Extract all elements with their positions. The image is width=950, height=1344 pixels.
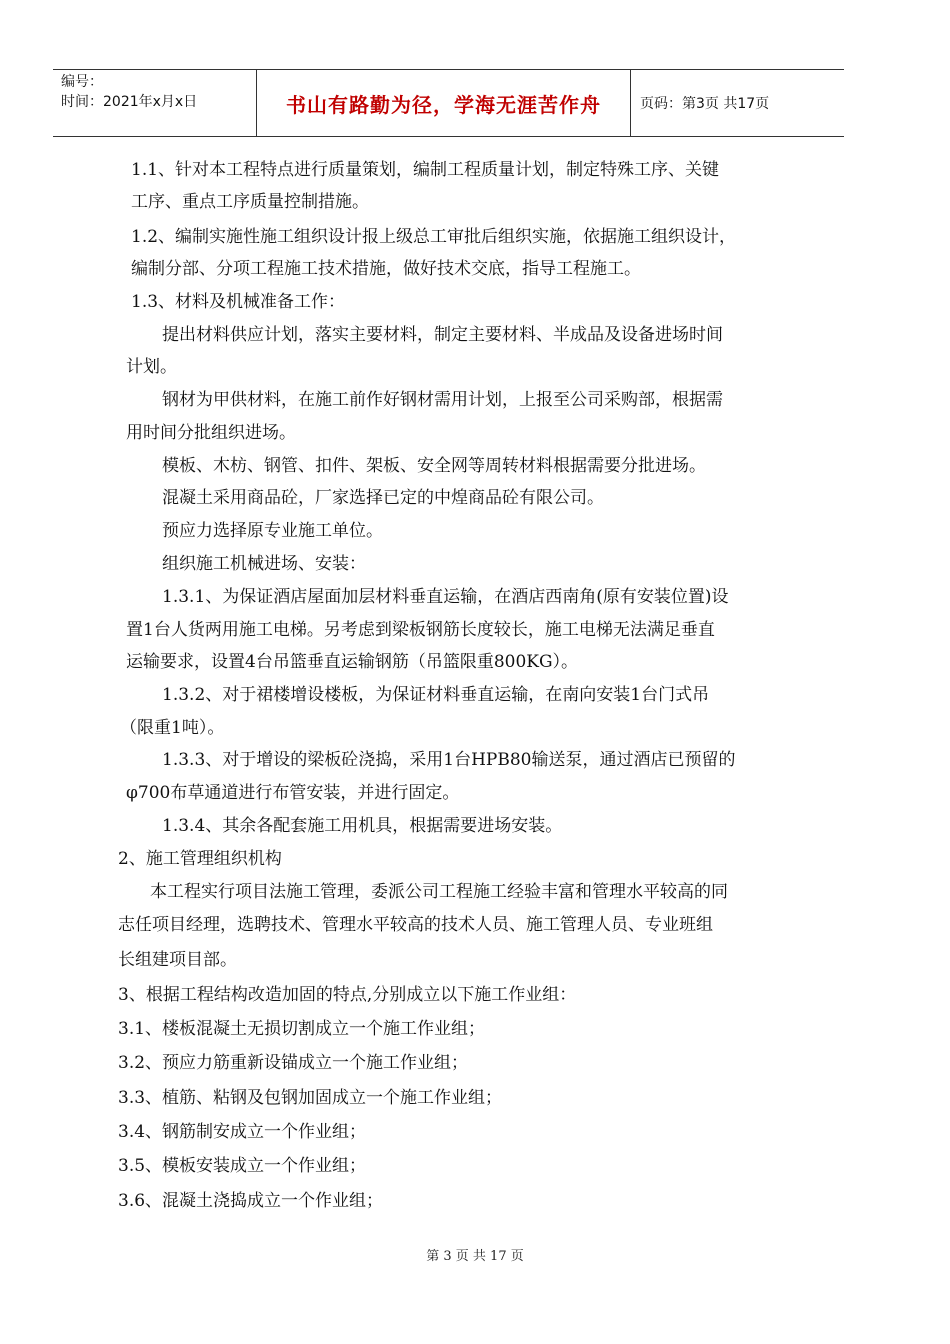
header-page-info: 页码：第3页 共17页 (640, 96, 770, 112)
body-line: φ700布草通道进行布管安装，并进行固定。 (126, 783, 460, 803)
body-line: 运输要求，设置4台吊篮垂直运输钢筋（吊篮限重800KG）。 (126, 652, 579, 672)
section-heading: 2、施工管理组织机构 (118, 849, 282, 869)
body-line: 提出材料供应计划，落实主要材料，制定主要材料、半成品及设备进场时间 (162, 325, 723, 345)
body-line: 钢材为甲供材料，在施工前作好钢材需用计划，上报至公司采购部，根据需 (162, 390, 723, 410)
body-line: 1.3.1、为保证酒店屋面加层材料垂直运输，在酒店西南角(原有安装位置)设 (162, 587, 729, 607)
document-date-label: 时间：2021年x月x日 (61, 94, 198, 110)
list-item: 3.2、预应力筋重新设锚成立一个施工作业组； (118, 1053, 469, 1073)
body-line: 预应力选择原专业施工单位。 (162, 521, 383, 541)
page-header (53, 69, 844, 137)
footer-page-number: 第 3 页 共 17 页 (426, 1249, 524, 1264)
body-line: 用时间分批组织进场。 (126, 423, 296, 443)
body-line: 1.2、编制实施性施工组织设计报上级总工审批后组织实施，依据施工组织设计， (131, 227, 737, 247)
header-slogan: 书山有路勤为径，学海无涯苦作舟 (286, 92, 601, 117)
body-line: 工序、重点工序质量控制措施。 (131, 192, 369, 212)
body-line: 混凝土采用商品砼，厂家选择已定的中煌商品砼有限公司。 (162, 488, 604, 508)
body-line: 1.3、材料及机械准备工作： (131, 292, 346, 312)
body-line: 计划。 (126, 357, 177, 377)
body-line: 长组建项目部。 (118, 950, 237, 970)
body-line: 1.3.2、对于裙楼增设楼板，为保证材料垂直运输，在南向安装1台门式吊 (162, 685, 710, 705)
page-footer (0, 1245, 950, 1264)
header-page-info-cell (631, 70, 844, 136)
header-slogan-cell (256, 70, 631, 136)
body-line: 1.3.4、其余各配套施工用机具，根据需要进场安装。 (162, 816, 563, 836)
body-line: 1.1、针对本工程特点进行质量策划，编制工程质量计划，制定特殊工序、关键 (131, 160, 720, 180)
body-line: 志任项目经理，选聘技术、管理水平较高的技术人员、施工管理人员、专业班组 (118, 915, 713, 935)
body-line: 本工程实行项目法施工管理，委派公司工程施工经验丰富和管理水平较高的同 (150, 882, 728, 902)
list-item: 3.6、混凝土浇捣成立一个作业组； (118, 1191, 384, 1211)
section-heading: 3、根据工程结构改造加固的特点,分别成立以下施工作业组： (118, 985, 577, 1005)
list-item: 3.1、楼板混凝土无损切割成立一个施工作业组； (118, 1019, 486, 1039)
body-line: （限重1吨）。 (120, 718, 225, 738)
body-line: 组织施工机械进场、安装： (162, 554, 366, 574)
list-item: 3.4、钢筋制安成立一个作业组； (118, 1122, 367, 1142)
body-line: 置1台人货两用施工电梯。另考虑到梁板钢筋长度较长，施工电梯无法满足垂直 (126, 620, 715, 640)
document-number-label: 编号： (61, 74, 103, 90)
body-line: 1.3.3、对于增设的梁板砼浇捣，采用1台HPB80输送泵，通过酒店已预留的 (162, 750, 736, 770)
body-line: 编制分部、分项工程施工技术措施，做好技术交底，指导工程施工。 (131, 259, 641, 279)
list-item: 3.3、植筋、粘钢及包钢加固成立一个施工作业组； (118, 1088, 503, 1108)
header-meta (53, 70, 256, 136)
body-line: 模板、木枋、钢管、扣件、架板、安全网等周转材料根据需要分批进场。 (162, 456, 706, 476)
list-item: 3.5、模板安装成立一个作业组； (118, 1156, 367, 1176)
